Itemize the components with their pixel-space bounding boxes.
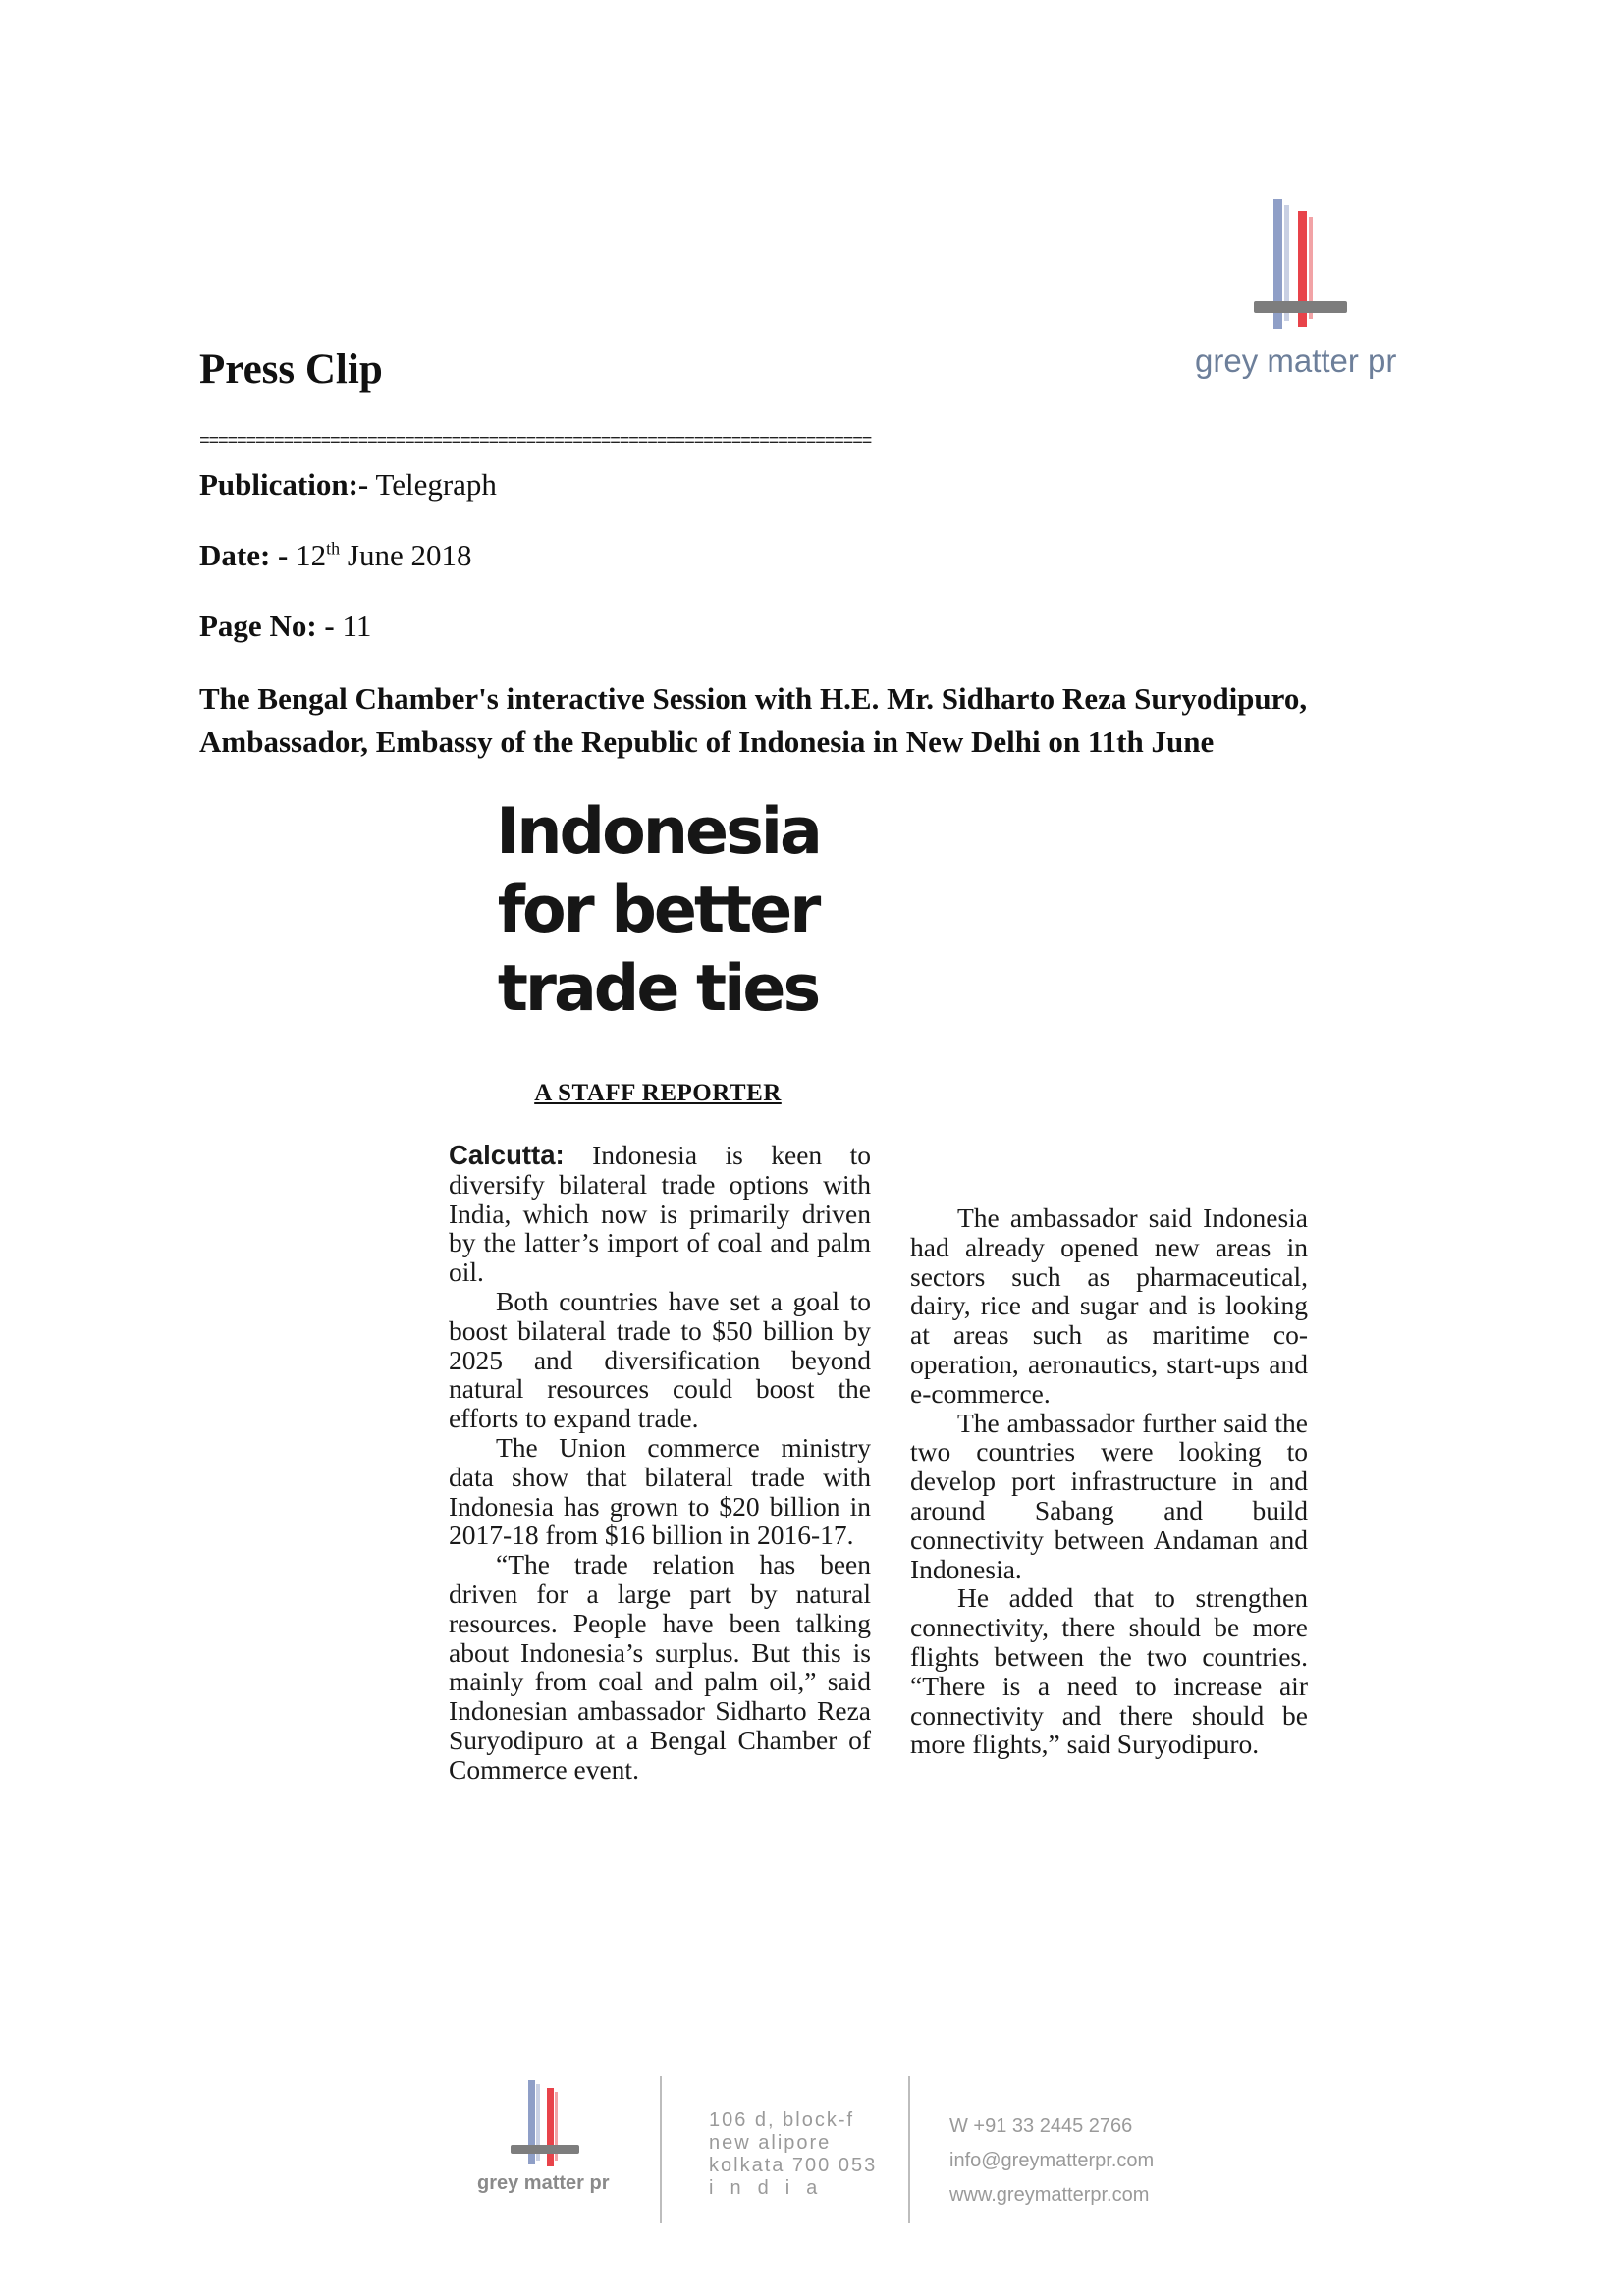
publication-label: Publication:- (199, 467, 369, 502)
article-paragraph: The ambassador further said the two countries were looking to develop port infrastructure in and around Sabang and build connectivity between Andaman and Indonesia. (910, 1407, 1308, 1584)
header-divider: ======================================================================== (199, 432, 872, 452)
page-value: 11 (342, 609, 372, 643)
footer-phone: W +91 33 2445 2766 (949, 2115, 1133, 2137)
article-headline (447, 793, 869, 1029)
publication-value: Telegraph (375, 467, 497, 502)
date-rest: June 2018 (347, 538, 472, 572)
company-logo (1183, 191, 1409, 388)
page-footer (471, 2076, 1217, 2233)
date-suffix: th (326, 538, 341, 559)
logo-mark-icon (1183, 191, 1409, 339)
article-column-left (449, 1141, 871, 1785)
page-label: Page No: - (199, 609, 335, 643)
newspaper-clipping (447, 793, 1311, 1922)
event-description: The Bengal Chamber's interactive Session with H.E. Mr. Sidharto Reza Suryodipuro, Ambassador, Embassy of the Republic of Indonesia in New Delhi on 11th June (199, 681, 1308, 759)
footer-logo-text: grey matter pr (477, 2172, 610, 2194)
article-column-right (910, 1203, 1308, 1759)
publication-row (199, 467, 497, 503)
address-line: new alipore (709, 2132, 832, 2154)
address-line: 106 d, block-f (709, 2109, 855, 2131)
footer-contact (949, 2109, 1154, 2213)
logo-mark-icon (481, 2076, 619, 2174)
date-day: 12 (296, 538, 327, 572)
footer-website: www.greymatterpr.com (949, 2184, 1150, 2206)
page-title: Press Clip (199, 347, 383, 393)
logo-text: grey matter pr (1195, 343, 1397, 379)
headline-line: Indonesia (496, 795, 820, 869)
headline-line: for better (497, 874, 819, 947)
address-line: india (709, 2177, 835, 2199)
footer-email: info@greymatterpr.com (949, 2150, 1155, 2171)
article-dateline: Calcutta: (449, 1140, 565, 1170)
article-paragraph (449, 1141, 871, 1287)
footer-divider (660, 2076, 662, 2223)
article-paragraph: The Union commerce ministry data show that bilateral trade with Indonesia has grown to $20 billion in 2017-18 from $16 billion in 2016-17. (449, 1431, 871, 1551)
date-label: Date: - (199, 538, 289, 572)
footer-logo (471, 2076, 628, 2214)
article-paragraph: “The trade relation has been driven for a large part by natural resources. People have been talking about Indonesia’s surplus. But this is mainly from coal and palm oil,” said Indonesian ambassador Sidharto Reza Suryodipuro at a Bengal Chamber of Commerce event. (449, 1549, 871, 1785)
paragraph-text: Indonesia is keen to diversify bilateral trade options with India, which now is primarily driven by the latter’s import of coal and palm oil. (449, 1140, 872, 1288)
headline-line: trade ties (497, 952, 819, 1026)
date-row (199, 538, 471, 573)
article-paragraph: He added that to strengthen connectivity, there should be more flights between the two countries. “There is a need to increase air connectivity and there should be more flights,” said Suryodipuro. (910, 1582, 1308, 1760)
footer-address (709, 2109, 877, 2200)
address-line: kolkata 700 053 (709, 2155, 878, 2176)
page-number-row (199, 609, 371, 644)
article-paragraph: The ambassador said Indonesia had already opened new areas in sectors such as pharmaceutical, dairy, rice and sugar and is looking at areas such as maritime co-operation, aeronautics, start-ups and e-commerce. (910, 1202, 1308, 1409)
footer-divider (908, 2076, 910, 2223)
article-paragraph: Both countries have set a goal to boost bilateral trade to $50 billion by 2025 and diversification beyond natural resources could boost the efforts to expand trade. (449, 1285, 871, 1434)
article-byline: A STAFF REPORTER (534, 1080, 782, 1106)
